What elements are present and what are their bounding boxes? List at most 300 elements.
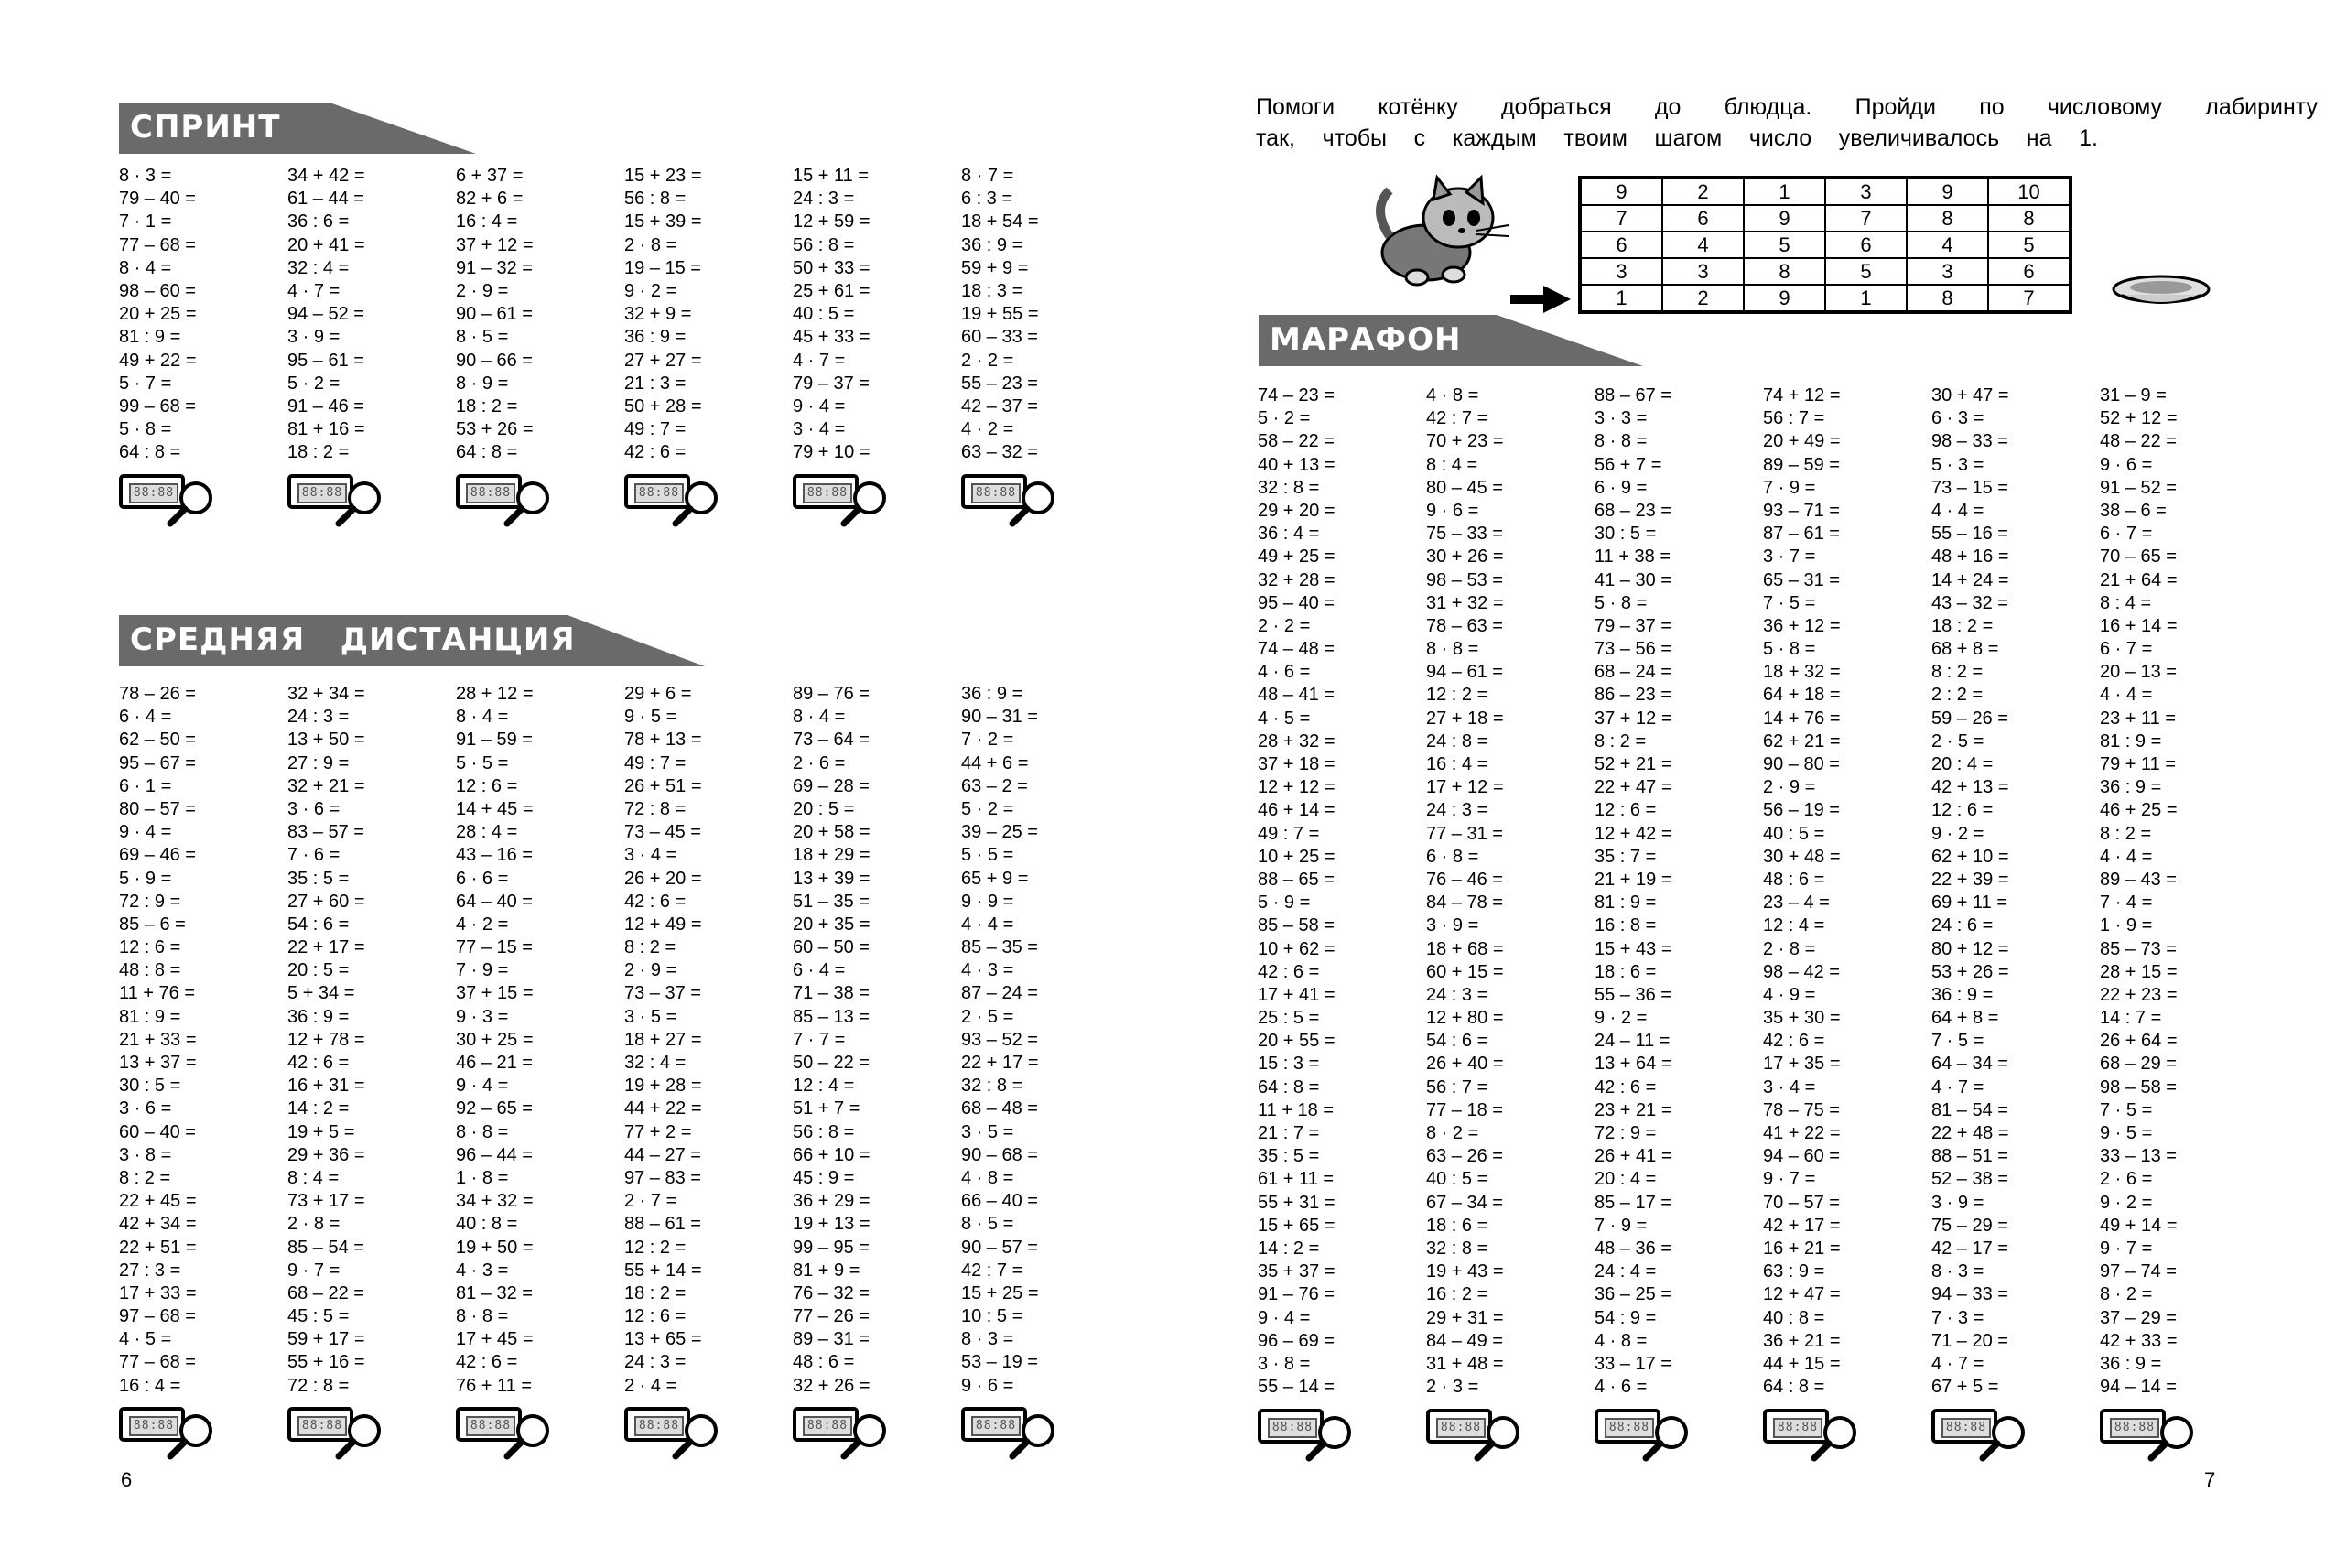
exercise: 15 : 3 = — [1258, 1054, 1320, 1075]
exercise: 20 : 4 = — [1595, 1169, 1657, 1190]
timer-check-tool — [1931, 1407, 2041, 1465]
exercise: 55 – 23 = — [961, 373, 1038, 394]
maze-row — [1580, 205, 2071, 232]
timer-check-tool — [624, 1405, 734, 1464]
exercise-column — [456, 683, 534, 1398]
exercise: 5 · 2 = — [1258, 408, 1311, 429]
maze-cell: 4 — [1907, 232, 1988, 258]
exercise: 40 : 5 = — [1763, 823, 1825, 844]
exercise: 40 + 13 = — [1258, 454, 1336, 475]
exercise: 22 + 39 = — [1931, 869, 2009, 890]
exercise: 42 : 6 = — [624, 442, 687, 463]
exercise: 36 + 21 = — [1763, 1330, 1841, 1351]
exercise: 37 + 18 = — [1258, 754, 1336, 774]
exercise: 6 · 9 = — [1595, 477, 1648, 498]
exercise: 16 + 21 = — [1763, 1238, 1841, 1259]
exercise: 96 – 69 = — [1258, 1330, 1335, 1351]
exercise: 99 – 68 = — [119, 395, 196, 416]
exercise: 23 – 4 = — [1763, 892, 1830, 914]
exercise: 36 : 9 = — [2100, 1353, 2162, 1374]
exercise: 79 + 10 = — [793, 442, 871, 463]
exercise: 84 – 78 = — [1426, 892, 1503, 914]
exercise: 70 – 65 = — [2100, 546, 2177, 568]
exercise: 36 : 9 = — [624, 327, 687, 348]
exercise: 17 + 35 = — [1763, 1054, 1841, 1075]
exercise: 2 · 2 = — [961, 350, 1014, 371]
exercise: 8 · 2 = — [2100, 1284, 2153, 1305]
exercise: 28 : 4 = — [456, 822, 518, 843]
exercise: 2 · 9 = — [1763, 777, 1816, 798]
exercise: 3 · 8 = — [119, 1144, 172, 1165]
exercise: 73 – 64 = — [793, 730, 870, 751]
exercise: 91 – 46 = — [287, 395, 364, 416]
exercise: 78 – 26 = — [119, 684, 196, 704]
exercise: 16 : 4 = — [456, 211, 518, 232]
exercise: 36 : 4 = — [1258, 524, 1320, 545]
exercise: 5 + 34 = — [287, 983, 355, 1004]
timer-check-tool — [961, 472, 1071, 531]
exercise: 76 – 46 = — [1426, 869, 1503, 890]
exercise-column — [287, 683, 365, 1398]
exercise: 77 – 18 = — [1426, 1099, 1503, 1120]
exercise: 63 – 26 = — [1426, 1146, 1503, 1167]
exercise: 32 + 26 = — [793, 1375, 871, 1396]
exercise: 36 : 9 = — [961, 234, 1023, 255]
exercise: 2 · 5 = — [1931, 730, 1984, 752]
stopwatch-digits: 88:88 — [1268, 1418, 1317, 1438]
exercise: 64 + 8 = — [1931, 1008, 1999, 1029]
exercise: 5 · 5 = — [456, 752, 509, 773]
exercise: 8 · 5 = — [961, 1214, 1014, 1235]
maze-cell: 8 — [1988, 205, 2071, 232]
maze-cell: 4 — [1662, 232, 1744, 258]
exercise: 56 : 8 = — [793, 234, 855, 255]
maze-cell: 9 — [1580, 178, 1662, 205]
exercise: 13 + 50 = — [287, 730, 365, 751]
exercise: 85 – 73 = — [2100, 938, 2177, 959]
exercise: 65 – 31 = — [1763, 569, 1840, 590]
exercise: 7 · 5 = — [1763, 592, 1816, 613]
exercise: 14 + 24 = — [1931, 569, 2009, 590]
saucer-icon — [2111, 271, 2211, 311]
exercise: 12 + 80 = — [1426, 1008, 1504, 1029]
exercise: 81 – 54 = — [1931, 1099, 2008, 1120]
exercise: 73 + 17 = — [287, 1191, 365, 1212]
exercise: 24 : 3 = — [624, 1352, 687, 1373]
magnifying-glass-icon — [335, 480, 383, 527]
exercise: 64 : 8 = — [456, 442, 518, 463]
exercise: 79 – 37 = — [793, 373, 870, 394]
exercise: 24 – 11 = — [1595, 1031, 1671, 1052]
exercise: 4 · 9 = — [1763, 984, 1816, 1005]
exercise: 2 · 7 = — [624, 1191, 677, 1212]
exercise: 77 + 2 = — [624, 1121, 692, 1142]
exercise: 25 : 5 = — [1258, 1008, 1320, 1029]
exercise: 19 + 28 = — [624, 1076, 702, 1097]
exercise: 81 + 16 = — [287, 419, 365, 440]
exercise: 3 · 4 = — [793, 419, 846, 440]
exercise: 77 – 15 = — [456, 937, 533, 958]
exercise: 90 – 31 = — [961, 707, 1038, 728]
exercise: 24 : 3 = — [1426, 984, 1488, 1005]
exercise: 70 – 57 = — [1763, 1192, 1840, 1213]
sprint-title: СПРИНТ — [130, 109, 281, 146]
exercise: 19 + 50 = — [456, 1237, 534, 1258]
exercise: 8 : 4 = — [287, 1167, 340, 1188]
exercise: 60 – 33 = — [961, 327, 1038, 348]
exercise: 97 – 68 = — [119, 1306, 196, 1327]
exercise: 61 – 44 = — [287, 189, 364, 210]
magnifying-glass-icon — [1009, 1412, 1056, 1460]
exercise: 79 + 11 = — [2100, 754, 2177, 774]
magnifying-glass-icon — [1979, 1414, 2027, 1462]
timer-check-tool — [793, 1405, 903, 1464]
exercise: 64 – 34 = — [1931, 1054, 2008, 1075]
exercise: 91 – 59 = — [456, 730, 533, 751]
exercise: 27 + 18 = — [1426, 708, 1504, 729]
exercise: 22 + 17 = — [287, 937, 365, 958]
exercise: 3 · 9 = — [1931, 1192, 1984, 1213]
exercise: 35 : 7 = — [1595, 846, 1657, 867]
exercise: 58 – 22 = — [1258, 431, 1335, 452]
exercise: 9 · 4 = — [119, 822, 172, 843]
maze-cell: 3 — [1907, 258, 1988, 285]
exercise: 94 – 14 = — [2100, 1377, 2177, 1398]
exercise: 62 – 50 = — [119, 730, 196, 751]
exercise: 64 + 18 = — [1763, 685, 1841, 706]
marathon-title: МАРАФОН — [1270, 321, 1462, 358]
exercise: 32 + 34 = — [287, 684, 365, 704]
exercise: 48 – 36 = — [1595, 1238, 1671, 1259]
exercise: 40 : 5 = — [793, 304, 855, 325]
exercise: 21 : 7 = — [1258, 1123, 1320, 1143]
exercise: 43 – 32 = — [1931, 592, 2008, 613]
exercise: 17 + 45 = — [456, 1329, 534, 1350]
exercise: 9 · 7 = — [2100, 1238, 2153, 1259]
exercise: 63 – 2 = — [961, 775, 1028, 796]
exercise: 87 – 61 = — [1763, 524, 1840, 545]
exercise: 13 + 64 = — [1595, 1054, 1672, 1075]
exercise: 78 + 13 = — [624, 730, 702, 751]
exercise: 77 – 68 = — [119, 1352, 196, 1373]
exercise: 11 + 18 = — [1258, 1099, 1335, 1120]
exercise: 42 : 6 = — [1258, 961, 1320, 982]
exercise: 90 – 68 = — [961, 1144, 1038, 1165]
exercise: 6 + 37 = — [456, 166, 524, 186]
exercise: 20 + 41 = — [287, 234, 365, 255]
maze-cell: 5 — [1744, 232, 1825, 258]
exercise: 37 – 29 = — [2100, 1307, 2177, 1328]
timer-check-tool — [793, 472, 903, 531]
exercise: 8 · 8 = — [1595, 431, 1648, 452]
maze-cell: 9 — [1744, 205, 1825, 232]
exercise: 8 : 2 = — [624, 937, 676, 958]
exercise: 12 : 6 = — [1931, 800, 1994, 821]
exercise: 14 + 76 = — [1763, 708, 1841, 729]
exercise: 8 · 5 = — [456, 327, 509, 348]
exercise: 26 + 40 = — [1426, 1054, 1504, 1075]
magnifying-glass-icon — [672, 480, 719, 527]
exercise: 3 · 4 = — [1763, 1076, 1816, 1098]
exercise: 70 + 23 = — [1426, 431, 1504, 452]
exercise: 4 · 7 = — [287, 280, 341, 301]
exercise: 17 + 12 = — [1426, 777, 1504, 798]
exercise: 36 : 9 = — [287, 1006, 350, 1027]
exercise: 48 – 41 = — [1258, 685, 1335, 706]
exercise: 94 – 33 = — [1931, 1284, 2008, 1305]
exercise: 36 : 9 = — [2100, 777, 2162, 798]
exercise: 68 – 23 = — [1595, 500, 1671, 521]
exercise: 78 – 75 = — [1763, 1099, 1840, 1120]
exercise-column — [119, 683, 197, 1398]
maze-cell: 7 — [1580, 205, 1662, 232]
exercise: 76 + 11 = — [456, 1375, 533, 1396]
timer-check-tool — [1595, 1407, 1704, 1465]
exercise: 6 · 8 = — [1426, 846, 1479, 867]
exercise: 73 – 56 = — [1595, 639, 1671, 660]
exercise: 30 : 5 = — [119, 1076, 181, 1097]
exercise: 24 : 3 = — [793, 189, 855, 210]
stopwatch-digits: 88:88 — [129, 483, 178, 503]
exercise: 93 – 52 = — [961, 1029, 1038, 1050]
maze-cell: 1 — [1580, 285, 1662, 312]
exercise: 91 – 76 = — [1258, 1284, 1335, 1305]
exercise: 84 – 49 = — [1426, 1330, 1503, 1351]
exercise: 12 + 12 = — [1258, 777, 1336, 798]
exercise: 55 – 36 = — [1595, 984, 1671, 1005]
stopwatch-digits: 88:88 — [634, 1416, 684, 1436]
magnifying-glass-icon — [840, 480, 888, 527]
stopwatch-digits: 88:88 — [1436, 1418, 1486, 1438]
exercise: 37 + 12 = — [456, 234, 534, 255]
exercise: 9 · 4 = — [793, 395, 846, 416]
exercise: 95 – 67 = — [119, 752, 196, 773]
maze-cell: 3 — [1825, 178, 1907, 205]
exercise: 8 · 8 = — [456, 1306, 509, 1327]
exercise: 20 + 55 = — [1258, 1031, 1336, 1052]
stopwatch-digits: 88:88 — [297, 483, 347, 503]
exercise: 35 + 37 = — [1258, 1261, 1336, 1282]
exercise: 22 + 51 = — [119, 1237, 197, 1258]
exercise: 16 + 31 = — [287, 1076, 365, 1097]
exercise: 20 : 4 = — [1931, 754, 1994, 774]
exercise: 1 · 8 = — [456, 1167, 509, 1188]
exercise: 42 : 7 = — [1426, 408, 1488, 429]
exercise: 5 · 2 = — [287, 373, 341, 394]
exercise: 8 · 3 = — [1931, 1261, 1984, 1282]
exercise: 31 – 9 = — [2100, 385, 2167, 406]
exercise: 7 · 4 = — [2100, 892, 2153, 914]
exercise: 18 : 2 = — [456, 395, 518, 416]
exercise: 3 · 9 = — [287, 327, 341, 348]
instruction-line-2: так, чтобы с каждым твоим шагом число увеличивалось на 1. — [1256, 125, 2098, 151]
exercise: 64 : 8 = — [1258, 1076, 1320, 1098]
exercise-column — [456, 165, 534, 464]
instruction-line-1: Помоги котёнку добраться до блюдца. Пройди по числовому лабиринту — [1256, 94, 2318, 120]
exercise-column — [624, 165, 702, 464]
exercise: 8 · 3 = — [119, 166, 172, 186]
exercise: 89 – 59 = — [1763, 454, 1840, 475]
exercise: 29 + 36 = — [287, 1144, 365, 1165]
middle-distance-title: СРЕДНЯЯ ДИСТАНЦИЯ — [130, 622, 576, 658]
exercise: 98 – 33 = — [1931, 431, 2008, 452]
exercise: 18 + 29 = — [793, 845, 871, 866]
exercise: 74 – 23 = — [1258, 385, 1335, 406]
exercise: 8 · 9 = — [456, 373, 509, 394]
exercise: 15 + 43 = — [1595, 938, 1672, 959]
exercise: 9 · 2 = — [624, 280, 677, 301]
exercise: 55 – 16 = — [1931, 524, 2008, 545]
exercise: 20 + 49 = — [1763, 431, 1841, 452]
exercise: 8 : 2 = — [2100, 823, 2152, 844]
exercise: 18 + 32 = — [1763, 662, 1841, 683]
exercise: 9 · 9 = — [961, 891, 1014, 912]
timer-check-tool — [1426, 1407, 1536, 1465]
exercise: 7 · 1 = — [119, 211, 172, 232]
exercise: 98 – 60 = — [119, 280, 196, 301]
exercise: 9 · 4 = — [1258, 1307, 1311, 1328]
exercise-column — [793, 683, 871, 1398]
exercise: 8 · 8 = — [456, 1121, 509, 1142]
exercise: 20 + 35 = — [793, 914, 871, 935]
exercise: 98 – 53 = — [1426, 569, 1503, 590]
exercise: 6 : 3 = — [961, 189, 1013, 210]
exercise-column — [119, 165, 197, 464]
exercise: 91 – 52 = — [2100, 477, 2177, 498]
exercise: 7 · 7 = — [793, 1029, 846, 1050]
exercise: 2 : 2 = — [1931, 685, 1984, 706]
exercise: 4 · 4 = — [1931, 500, 1984, 521]
timer-check-tool — [119, 472, 229, 531]
exercise: 90 – 66 = — [456, 350, 533, 371]
exercise: 50 + 28 = — [624, 395, 702, 416]
exercise: 30 + 48 = — [1763, 846, 1841, 867]
exercise: 15 + 39 = — [624, 211, 702, 232]
stopwatch-digits: 88:88 — [803, 483, 852, 503]
exercise: 90 – 61 = — [456, 304, 533, 325]
exercise: 11 + 76 = — [119, 983, 196, 1004]
exercise: 48 – 22 = — [2100, 431, 2177, 452]
exercise: 12 : 6 = — [119, 937, 181, 958]
exercise: 61 + 11 = — [1258, 1169, 1335, 1190]
exercise: 18 : 2 = — [1931, 615, 1994, 636]
maze-cell: 5 — [1825, 258, 1907, 285]
exercise: 66 + 10 = — [793, 1144, 871, 1165]
exercise: 19 + 5 = — [287, 1121, 355, 1142]
exercise: 88 – 67 = — [1595, 385, 1671, 406]
exercise: 54 : 9 = — [1595, 1307, 1657, 1328]
timer-check-tool — [1258, 1407, 1368, 1465]
exercise: 89 – 31 = — [793, 1329, 870, 1350]
exercise: 4 · 7 = — [1931, 1076, 1984, 1098]
exercise: 49 : 7 = — [624, 419, 687, 440]
exercise: 56 : 8 = — [793, 1121, 855, 1142]
exercise: 65 + 9 = — [961, 868, 1029, 889]
exercise-column — [961, 683, 1039, 1398]
exercise: 69 + 11 = — [1931, 892, 2008, 914]
exercise: 36 : 9 = — [1931, 984, 1994, 1005]
exercise: 14 + 45 = — [456, 798, 534, 819]
exercise: 53 + 26 = — [456, 419, 534, 440]
timer-check-tool — [1763, 1407, 1873, 1465]
exercise: 55 + 16 = — [287, 1352, 365, 1373]
exercise: 13 + 39 = — [793, 868, 871, 889]
exercise: 9 · 2 = — [1931, 823, 1984, 844]
exercise: 4 · 6 = — [1258, 662, 1311, 683]
exercise: 36 + 12 = — [1763, 615, 1841, 636]
exercise: 8 · 4 = — [456, 707, 509, 728]
stopwatch-digits: 88:88 — [1773, 1418, 1822, 1438]
exercise: 40 : 8 = — [456, 1214, 518, 1235]
exercise: 67 + 5 = — [1931, 1377, 1999, 1398]
exercise: 36 : 6 = — [287, 211, 350, 232]
maze-cell: 7 — [1825, 205, 1907, 232]
exercise: 12 : 2 = — [1426, 685, 1488, 706]
exercise: 4 · 4 = — [2100, 846, 2153, 867]
exercise: 54 : 6 = — [287, 914, 350, 935]
exercise: 3 · 5 = — [624, 1006, 677, 1027]
exercise: 6 · 3 = — [1931, 408, 1984, 429]
exercise: 27 : 3 = — [119, 1260, 181, 1281]
maze-cell: 8 — [1907, 285, 1988, 312]
exercise: 2 · 8 = — [287, 1214, 341, 1235]
exercise: 76 – 32 = — [793, 1282, 870, 1303]
exercise: 29 + 6 = — [624, 684, 692, 704]
exercise: 85 – 17 = — [1595, 1192, 1671, 1213]
exercise: 28 + 12 = — [456, 684, 534, 704]
exercise: 48 : 6 = — [1763, 869, 1825, 890]
exercise: 54 : 6 = — [1426, 1031, 1488, 1052]
exercise: 42 – 17 = — [1931, 1238, 2008, 1259]
maze-cell: 6 — [1580, 232, 1662, 258]
exercise: 86 – 23 = — [1595, 685, 1671, 706]
exercise: 26 + 64 = — [2100, 1031, 2178, 1052]
magnifying-glass-icon — [672, 1412, 719, 1460]
exercise: 79 – 37 = — [1595, 615, 1671, 636]
exercise: 77 – 68 = — [119, 234, 196, 255]
exercise: 3 · 3 = — [1595, 408, 1648, 429]
maze-cell: 2 — [1662, 285, 1744, 312]
magnifying-glass-icon — [167, 480, 214, 527]
magnifying-glass-icon — [2147, 1414, 2195, 1462]
exercise: 21 + 33 = — [119, 1029, 197, 1050]
exercise: 3 · 4 = — [624, 845, 677, 866]
maze-cell: 5 — [1988, 232, 2071, 258]
exercise-column — [1426, 384, 1504, 1399]
exercise: 19 + 13 = — [793, 1214, 871, 1235]
exercise: 55 + 31 = — [1258, 1192, 1336, 1213]
maze-instructions — [1256, 92, 2318, 154]
exercise: 16 : 4 = — [1426, 754, 1488, 774]
exercise: 44 + 6 = — [961, 752, 1029, 773]
maze-cell: 6 — [1988, 258, 2071, 285]
exercise: 87 – 24 = — [961, 983, 1038, 1004]
exercise: 8 · 7 = — [961, 166, 1014, 186]
exercise: 12 : 4 = — [793, 1076, 855, 1097]
exercise: 24 : 3 = — [287, 707, 350, 728]
exercise: 85 – 58 = — [1258, 915, 1335, 936]
exercise: 73 – 45 = — [624, 822, 701, 843]
exercise: 85 – 6 = — [119, 914, 186, 935]
stopwatch-digits: 88:88 — [1941, 1418, 1991, 1438]
exercise: 7 · 6 = — [287, 845, 341, 866]
exercise: 80 – 57 = — [119, 798, 196, 819]
exercise: 5 · 7 = — [119, 373, 172, 394]
exercise: 30 + 25 = — [456, 1029, 534, 1050]
exercise: 78 – 63 = — [1426, 615, 1503, 636]
exercise: 8 : 2 = — [119, 1167, 171, 1188]
exercise: 18 : 2 = — [624, 1282, 687, 1303]
